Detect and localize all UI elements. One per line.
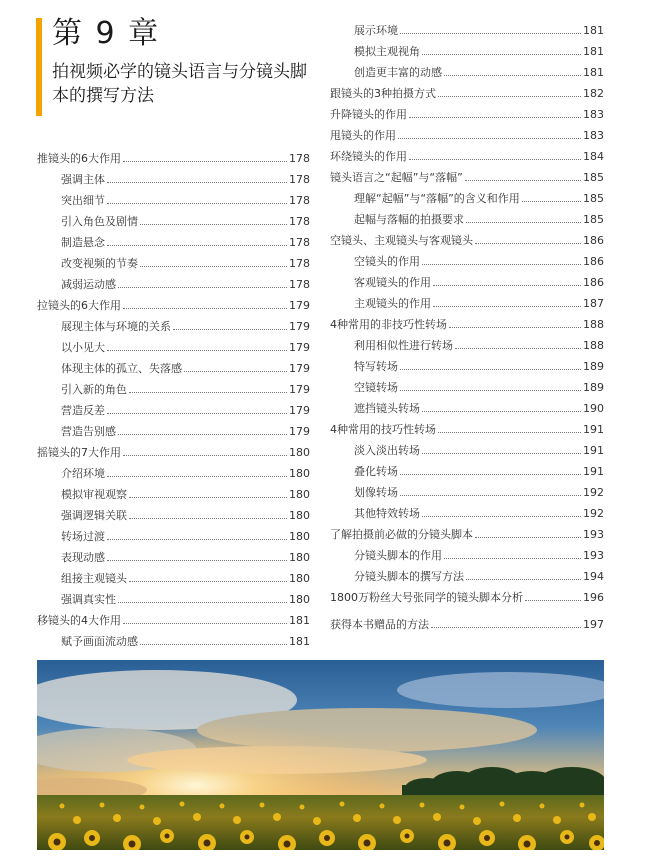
toc-dot-leader (123, 622, 287, 624)
toc-entry (330, 415, 604, 436)
toc-page-number: 191 (583, 423, 604, 436)
toc-entry (330, 37, 604, 58)
toc-dot-leader (422, 515, 581, 517)
toc-entry (330, 79, 604, 100)
toc-dot-leader (449, 326, 581, 328)
toc-entry (37, 375, 310, 396)
toc-page-number: 189 (583, 360, 604, 373)
toc-page-number: 196 (583, 591, 604, 604)
toc-dot-leader (398, 137, 581, 139)
toc-entry (330, 226, 604, 247)
toc-dot-leader (140, 265, 287, 267)
toc-page-number: 178 (289, 236, 310, 249)
toc-entry (330, 583, 604, 604)
toc-dot-leader (129, 496, 287, 498)
toc-dot-leader (438, 95, 581, 97)
toc-page-number: 180 (289, 509, 310, 522)
toc-entry-title: 淡入淡出转场 (354, 444, 420, 457)
toc-entry (37, 543, 310, 564)
toc-dot-leader (422, 53, 581, 55)
toc-entry-title: 遮挡镜头转场 (354, 402, 420, 415)
toc-page-number: 194 (583, 570, 604, 583)
toc-page-number: 189 (583, 381, 604, 394)
toc-page-number: 178 (289, 278, 310, 291)
toc-entry (330, 562, 604, 583)
toc-entry (330, 163, 604, 184)
toc-entry-title: 营造反差 (61, 404, 105, 417)
toc-entry-title: 介绍环境 (61, 467, 105, 480)
toc-entry (330, 352, 604, 373)
toc-page-number: 180 (289, 467, 310, 480)
toc-entry-title: 空镜头的作用 (354, 255, 420, 268)
toc-entry-title: 理解“起幅”与“落幅”的含义和作用 (354, 192, 520, 205)
toc-entry (37, 312, 310, 333)
toc-entry (330, 100, 604, 121)
toc-entry (330, 610, 604, 631)
toc-entry (330, 478, 604, 499)
toc-dot-leader (433, 284, 581, 286)
toc-page-number: 193 (583, 549, 604, 562)
toc-page-number: 197 (583, 618, 604, 631)
toc-page-number: 190 (583, 402, 604, 415)
toc-page-number: 183 (583, 129, 604, 142)
toc-dot-leader (129, 517, 287, 519)
sunflower-field-photo (37, 660, 604, 850)
toc-dot-leader (118, 601, 287, 603)
toc-dot-leader (465, 179, 581, 181)
toc-dot-leader (409, 116, 581, 118)
chapter-subtitle: 拍视频必学的镜头语言与分镜头脚本的撰写方法 (52, 62, 307, 106)
toc-entry-title: 展示环境 (354, 24, 398, 37)
toc-page-number: 181 (583, 24, 604, 37)
toc-entry (330, 373, 604, 394)
toc-dot-leader (466, 221, 581, 223)
toc-dot-leader (422, 263, 581, 265)
toc-dot-leader (525, 599, 581, 601)
toc-right-column (330, 16, 604, 631)
toc-page-number: 179 (289, 341, 310, 354)
toc-entry-title: 客观镜头的作用 (354, 276, 431, 289)
toc-page-number: 191 (583, 465, 604, 478)
toc-entry-title: 拉镜头的6大作用 (37, 299, 121, 312)
toc-dot-leader (422, 452, 581, 454)
toc-dot-leader (140, 643, 287, 645)
toc-page-number: 179 (289, 383, 310, 396)
toc-entry-title: 获得本书赠品的方法 (330, 618, 429, 631)
toc-dot-leader (118, 433, 287, 435)
toc-dot-leader (173, 328, 287, 330)
toc-page-number: 186 (583, 234, 604, 247)
toc-entry-title: 创造更丰富的动感 (354, 66, 442, 79)
toc-entry (330, 289, 604, 310)
toc-entry-title: 起幅与落幅的拍摄要求 (354, 213, 464, 226)
toc-dot-leader (466, 578, 581, 580)
toc-entry (37, 144, 310, 165)
toc-dot-leader (400, 389, 581, 391)
toc-entry-title: 4种常用的非技巧性转场 (330, 318, 447, 331)
toc-dot-leader (123, 160, 287, 162)
toc-entry (37, 270, 310, 291)
toc-dot-leader (475, 242, 581, 244)
toc-entry-title: 赋予画面流动感 (61, 635, 138, 648)
toc-entry-title: 制造悬念 (61, 236, 105, 249)
toc-page-number: 183 (583, 108, 604, 121)
toc-page-number: 181 (583, 45, 604, 58)
toc-dot-leader (522, 200, 581, 202)
toc-entry-title: 分镜头脚本的作用 (354, 549, 442, 562)
toc-entry-title: 模拟审视观察 (61, 488, 127, 501)
toc-entry-title: 表现动感 (61, 551, 105, 564)
toc-entry (37, 564, 310, 585)
toc-dot-leader (107, 412, 287, 414)
toc-page-number: 180 (289, 446, 310, 459)
toc-page-number: 180 (289, 488, 310, 501)
toc-entry (37, 522, 310, 543)
toc-entry-title: 减弱运动感 (61, 278, 116, 291)
toc-entry (37, 249, 310, 270)
toc-page-number: 179 (289, 362, 310, 375)
toc-dot-leader (107, 349, 287, 351)
toc-page-number: 180 (289, 551, 310, 564)
toc-dot-leader (422, 410, 581, 412)
toc-entry-title: 特写转场 (354, 360, 398, 373)
toc-entry-title: 强调逻辑关联 (61, 509, 127, 522)
toc-dot-leader (123, 454, 287, 456)
toc-dot-leader (107, 244, 287, 246)
toc-entry (37, 480, 310, 501)
toc-page-number: 178 (289, 194, 310, 207)
toc-dot-leader (431, 626, 581, 628)
toc-entry-title: 强调真实性 (61, 593, 116, 606)
toc-entry (330, 436, 604, 457)
toc-entry-title: 镜头语言之“起幅”与“落幅” (330, 171, 463, 184)
toc-dot-leader (107, 475, 287, 477)
toc-page-number: 191 (583, 444, 604, 457)
toc-dot-leader (140, 223, 287, 225)
toc-page-number: 185 (583, 192, 604, 205)
toc-dot-leader (107, 181, 287, 183)
toc-entry (330, 205, 604, 226)
toc-entry (330, 121, 604, 142)
toc-entry-title: 升降镜头的作用 (330, 108, 407, 121)
toc-dot-leader (444, 557, 581, 559)
toc-page-number: 186 (583, 276, 604, 289)
toc-page-number: 179 (289, 404, 310, 417)
toc-entry (37, 333, 310, 354)
toc-page-number: 185 (583, 171, 604, 184)
toc-page-number: 187 (583, 297, 604, 310)
toc-entry-title: 利用相似性进行转场 (354, 339, 453, 352)
toc-page-number: 188 (583, 318, 604, 331)
toc-entry-title: 4种常用的技巧性转场 (330, 423, 436, 436)
toc-entry (37, 606, 310, 627)
toc-dot-leader (129, 391, 287, 393)
toc-dot-leader (444, 74, 581, 76)
toc-page-number: 192 (583, 486, 604, 499)
toc-dot-leader (400, 473, 581, 475)
toc-entry (330, 499, 604, 520)
toc-dot-leader (409, 158, 581, 160)
toc-page-number: 192 (583, 507, 604, 520)
toc-entry-title: 移镜头的4大作用 (37, 614, 121, 627)
toc-entry-title: 了解拍摄前必做的分镜头脚本 (330, 528, 473, 541)
toc-entry (37, 438, 310, 459)
toc-entry (37, 459, 310, 480)
toc-entry-title: 营造告别感 (61, 425, 116, 438)
toc-entry-title: 空镜头、主观镜头与客观镜头 (330, 234, 473, 247)
toc-dot-leader (129, 580, 287, 582)
toc-entry-title: 引入角色及剧情 (61, 215, 138, 228)
toc-dot-leader (400, 494, 581, 496)
toc-entry-title: 甩镜头的作用 (330, 129, 396, 142)
toc-dot-leader (123, 307, 287, 309)
toc-page-number: 184 (583, 150, 604, 163)
toc-page-number: 193 (583, 528, 604, 541)
toc-page-number: 178 (289, 152, 310, 165)
toc-entry-title: 其他特效转场 (354, 507, 420, 520)
toc-entry (330, 541, 604, 562)
toc-page-number: 185 (583, 213, 604, 226)
toc-page-number: 178 (289, 173, 310, 186)
toc-entry-title: 推镜头的6大作用 (37, 152, 121, 165)
toc-dot-leader (400, 32, 581, 34)
toc-entry (37, 165, 310, 186)
toc-entry (330, 268, 604, 289)
toc-page-number: 182 (583, 87, 604, 100)
toc-dot-leader (184, 370, 287, 372)
toc-entry-title: 引入新的角色 (61, 383, 127, 396)
toc-dot-leader (400, 368, 581, 370)
toc-page-number: 179 (289, 320, 310, 333)
toc-dot-leader (455, 347, 581, 349)
toc-entry-title: 1800万粉丝大号张同学的镜头脚本分析 (330, 591, 523, 604)
toc-entry-title: 以小见大 (61, 341, 105, 354)
toc-page-number: 186 (583, 255, 604, 268)
toc-dot-leader (438, 431, 581, 433)
toc-entry-title: 跟镜头的3种拍摄方式 (330, 87, 436, 100)
toc-entry-title: 展现主体与环境的关系 (61, 320, 171, 333)
toc-page-number: 181 (289, 635, 310, 648)
toc-page-number: 181 (289, 614, 310, 627)
toc-entry (37, 501, 310, 522)
toc-dot-leader (118, 286, 287, 288)
toc-entry-title: 模拟主观视角 (354, 45, 420, 58)
toc-entry (330, 310, 604, 331)
toc-entry-title: 主观镜头的作用 (354, 297, 431, 310)
toc-page-number: 179 (289, 299, 310, 312)
toc-entry (330, 184, 604, 205)
toc-page-number: 178 (289, 257, 310, 270)
chapter-number-title: 第 9 章 (52, 16, 161, 51)
toc-entry (330, 457, 604, 478)
toc-entry-title: 体现主体的孤立、失落感 (61, 362, 182, 375)
toc-entry (330, 247, 604, 268)
toc-entry-title: 组接主观镜头 (61, 572, 127, 585)
toc-entry (330, 394, 604, 415)
toc-entry (330, 58, 604, 79)
toc-page-number: 181 (583, 66, 604, 79)
toc-entry-title: 摇镜头的7大作用 (37, 446, 121, 459)
toc-entry-title: 改变视频的节奏 (61, 257, 138, 270)
chapter-accent-bar (36, 18, 42, 116)
toc-entry (37, 585, 310, 606)
toc-page-number: 179 (289, 425, 310, 438)
toc-entry (330, 520, 604, 541)
toc-page-number: 188 (583, 339, 604, 352)
toc-entry (37, 417, 310, 438)
toc-entry (37, 627, 310, 648)
toc-entry-title: 强调主体 (61, 173, 105, 186)
toc-dot-leader (107, 202, 287, 204)
toc-entry (37, 228, 310, 249)
toc-page-number: 180 (289, 593, 310, 606)
toc-entry (37, 207, 310, 228)
toc-page-number: 178 (289, 215, 310, 228)
toc-entry (330, 142, 604, 163)
toc-left-column (37, 144, 310, 648)
toc-dot-leader (107, 559, 287, 561)
toc-entry (330, 16, 604, 37)
toc-page-number: 180 (289, 530, 310, 543)
toc-entry-title: 环绕镜头的作用 (330, 150, 407, 163)
toc-dot-leader (475, 536, 581, 538)
toc-entry-title: 空镜转场 (354, 381, 398, 394)
toc-entry-title: 叠化转场 (354, 465, 398, 478)
toc-entry-title: 突出细节 (61, 194, 105, 207)
toc-entry-title: 转场过渡 (61, 530, 105, 543)
toc-entry (37, 291, 310, 312)
toc-dot-leader (107, 538, 287, 540)
toc-entry-title: 分镜头脚本的撰写方法 (354, 570, 464, 583)
toc-dot-leader (433, 305, 581, 307)
toc-entry (330, 331, 604, 352)
toc-entry (37, 186, 310, 207)
toc-entry (37, 396, 310, 417)
toc-entry-title: 划像转场 (354, 486, 398, 499)
toc-page-number: 180 (289, 572, 310, 585)
toc-entry (37, 354, 310, 375)
